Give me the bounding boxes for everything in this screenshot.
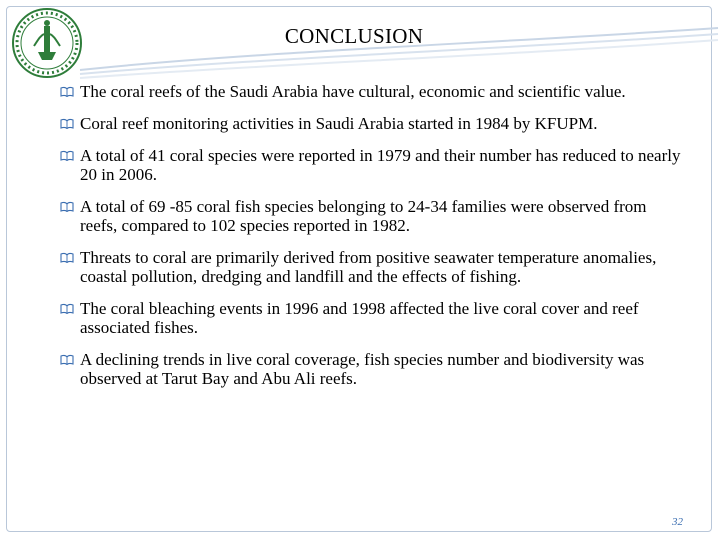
bullet-list: [60, 82, 685, 401]
open-book-icon: [60, 252, 74, 263]
slide-title: CONCLUSION: [284, 24, 424, 48]
bullet-text: The coral bleaching events in 1996 and 1998 affected the live coral cover and reef associated fishes.: [80, 299, 639, 337]
bullet-text: A total of 41 coral species were reported in 1979 and their number has reduced to nearly 20 in 2006.: [80, 146, 681, 184]
bullet-item: [60, 350, 685, 388]
open-book-icon: [60, 303, 74, 314]
open-book-icon: [60, 150, 74, 161]
page-number: 32: [672, 516, 683, 528]
bullet-item: [60, 82, 685, 101]
bullet-item: [60, 146, 685, 184]
bullet-text: Coral reef monitoring activities in Saudi Arabia started in 1984 by KFUPM.: [80, 114, 598, 133]
bullet-text: A declining trends in live coral coverage, fish species number and biodiversity was observed at Tarut Bay and Abu Ali reefs.: [80, 350, 645, 388]
bullet-text: Threats to coral are primarily derived from positive seawater temperature anomalies, coastal pollution, dredging and landfill and the effects of fishing.: [80, 248, 657, 286]
bullet-text: The coral reefs of the Saudi Arabia have cultural, economic and scientific value.: [80, 82, 626, 101]
bullet-item: [60, 299, 685, 337]
open-book-icon: [60, 118, 74, 129]
bullet-item: [60, 114, 685, 133]
bullet-item: [60, 197, 685, 235]
open-book-icon: [60, 354, 74, 365]
open-book-icon: [60, 201, 74, 212]
bullet-text: A total of 69 -85 coral fish species belonging to 24-34 families were observed from reefs, compared to 102 species reported in 1982.: [80, 197, 647, 235]
open-book-icon: [60, 86, 74, 97]
bullet-item: [60, 248, 685, 286]
